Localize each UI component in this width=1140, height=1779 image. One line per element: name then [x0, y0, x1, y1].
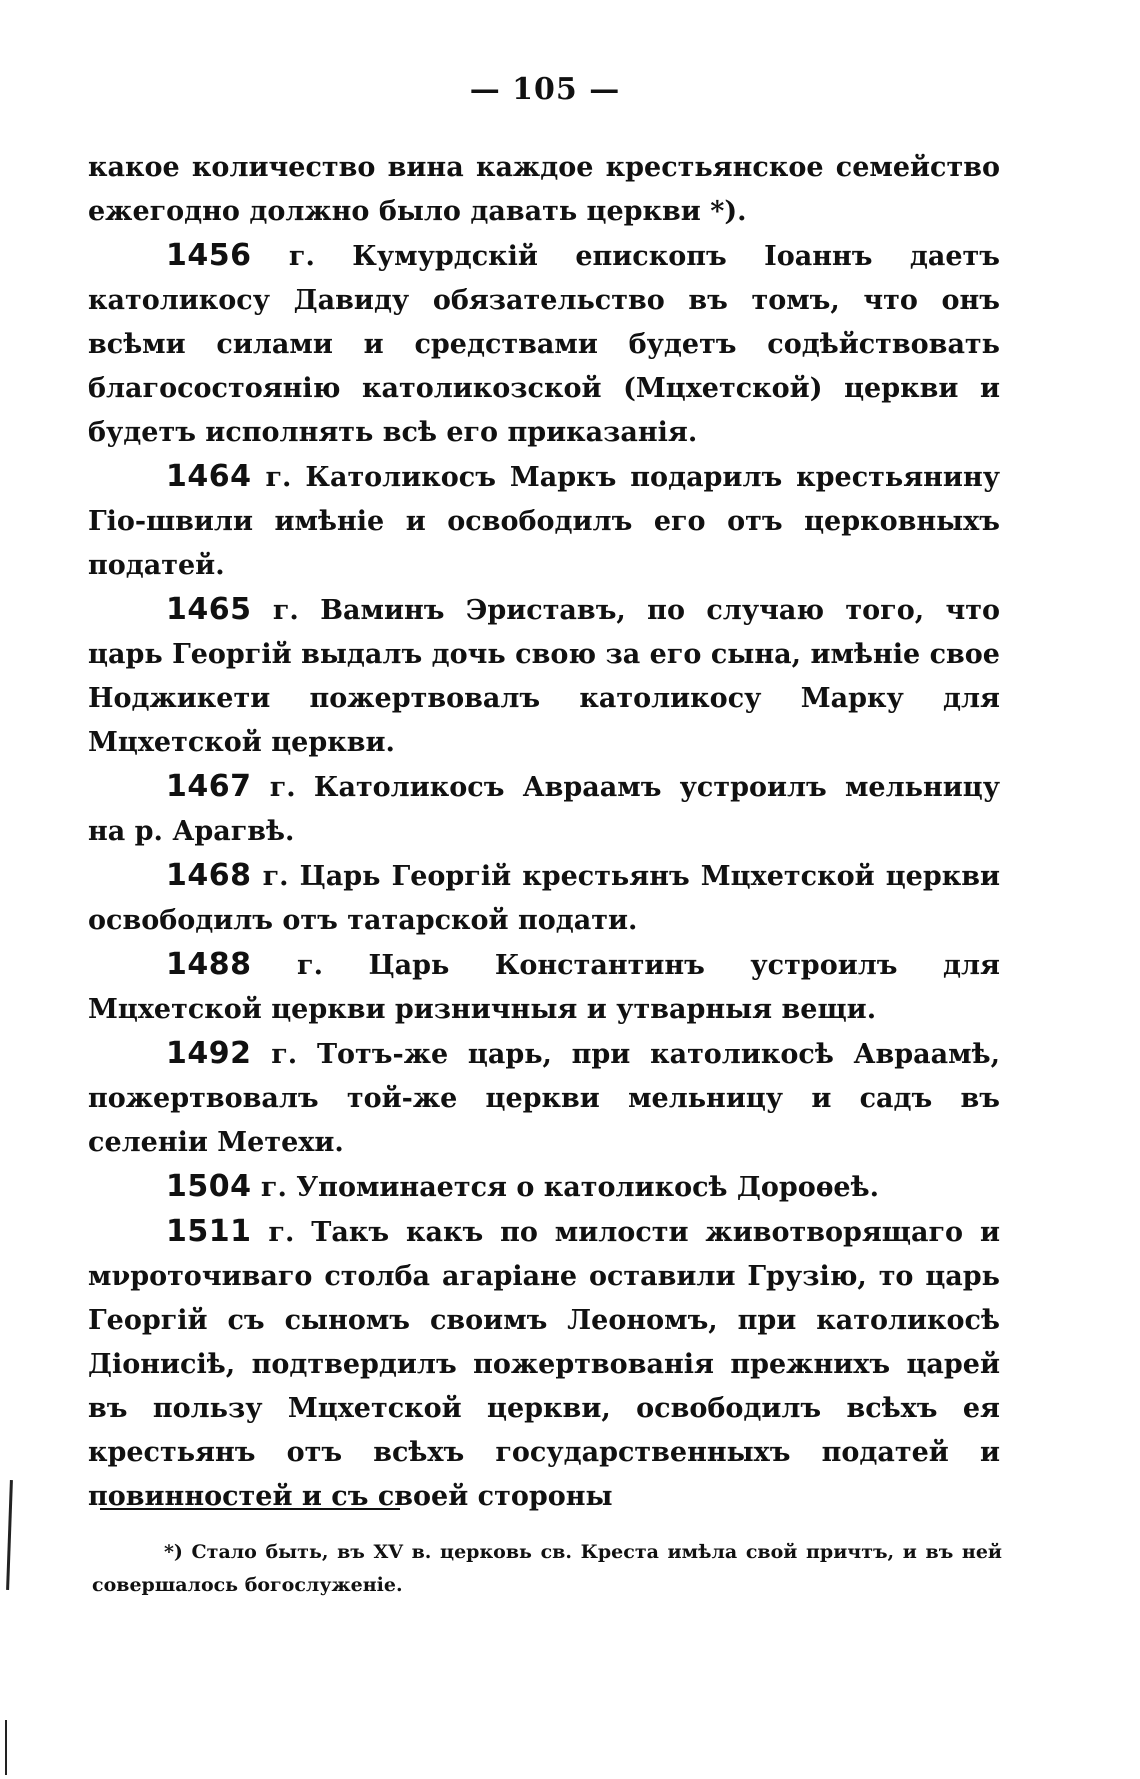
entry-paragraph — [88, 234, 1000, 455]
entry-year: 1465 — [166, 592, 252, 627]
entry-year: 1488 — [166, 947, 252, 982]
entry-text: Католикосъ Маркъ подарилъ крестьянину Гіо-швили имѣніе и освободилъ его отъ церковныхъ податей. — [88, 462, 1001, 581]
entry-text: Такъ какъ по милости животворящаго и мνроточиваго столба агаріане оставили Грузію, то царь Георгій съ сыномъ своимъ Леономъ, при католикосѣ Діонисіѣ, подтвердилъ пожертвованія прежнихъ царей въ пользу Мцхетской церкви, освободилъ всѣхъ ея крестьянъ отъ всѣхъ государственныхъ податей и повинностей и съ своей стороны — [88, 1217, 1001, 1512]
entry-paragraph — [88, 1032, 1000, 1165]
entry-text: Упоминается о католикосѣ Дороѳеѣ. — [296, 1172, 879, 1203]
entry-paragraph — [88, 765, 1000, 854]
margin-scan-mark — [6, 1480, 13, 1590]
entry-year-abbr: г. — [272, 595, 299, 626]
entry-paragraph — [88, 1165, 1000, 1210]
entry-year: 1492 — [166, 1036, 252, 1071]
entry-year-abbr: г. — [262, 861, 289, 892]
entry-year: 1511 — [166, 1214, 252, 1249]
entry-year: 1467 — [166, 769, 252, 804]
entry-text: Кумурдскій епископъ Іоаннъ даетъ католикосу Давиду обязательство въ томъ, что онъ всѣми силами и средствами будетъ содѣйствовать благосостоянію католикозской (Мцхетской) церкви и будетъ исполнять всѣ его приказанія. — [88, 241, 1000, 448]
entry-year-abbr: г. — [297, 950, 323, 981]
entry-text: Царь Константинъ устроилъ для Мцхетской церкви ризничныя и утварныя вещи. — [88, 950, 1000, 1025]
entry-year: 1468 — [166, 858, 252, 893]
footnote-divider — [100, 1508, 400, 1510]
footnote — [92, 1536, 1002, 1602]
page-number: — 105 — — [469, 72, 621, 107]
entry-text: Тотъ-же царь, при католикосѣ Авраамѣ, пожертвовалъ той-же церкви мельницу и садъ въ селеніи Метехи. — [88, 1039, 1001, 1158]
entry-text: Ваминъ Эриставъ, по случаю того, что царь Георгій выдалъ дочь свою за его сына, имѣніе свое Ноджикети пожертвовалъ католикосу Марку для Мцхетской церкви. — [88, 595, 1000, 758]
entry-paragraph — [88, 588, 1000, 765]
entry-year-abbr: г. — [260, 1172, 287, 1203]
footnote-text: *) Стало быть, въ XV в. церковь св. Креста имѣла свой причтъ, и въ ней совершалось богослуженіе. — [92, 1541, 1002, 1596]
entry-text: Католикосъ Авраамъ устроилъ мельницу на р. Арагвѣ. — [88, 772, 1000, 847]
main-text — [88, 146, 1000, 1519]
entry-paragraph — [88, 943, 1000, 1032]
margin-scan-mark — [5, 1720, 7, 1775]
entry-year: 1456 — [166, 238, 252, 273]
entry-year: 1464 — [166, 459, 252, 494]
entry-paragraph — [88, 854, 1000, 943]
entry-paragraph — [88, 455, 1000, 588]
entry-year-abbr: г. — [265, 462, 292, 493]
entry-year-abbr: г. — [271, 1039, 298, 1070]
entry-year-abbr: г. — [269, 772, 296, 803]
entry-text: Царь Георгій крестьянъ Мцхетской церкви освободилъ отъ татарской подати. — [88, 861, 1000, 936]
entry-year: 1504 — [166, 1169, 252, 1204]
entry-year-abbr: г. — [268, 1217, 295, 1248]
entry-paragraph — [88, 1210, 1000, 1519]
continuation-paragraph: какое количество вина каждое крестьянское семейство ежегодно должно было давать церкви *). — [88, 152, 1000, 227]
entry-year-abbr: г. — [288, 241, 315, 272]
